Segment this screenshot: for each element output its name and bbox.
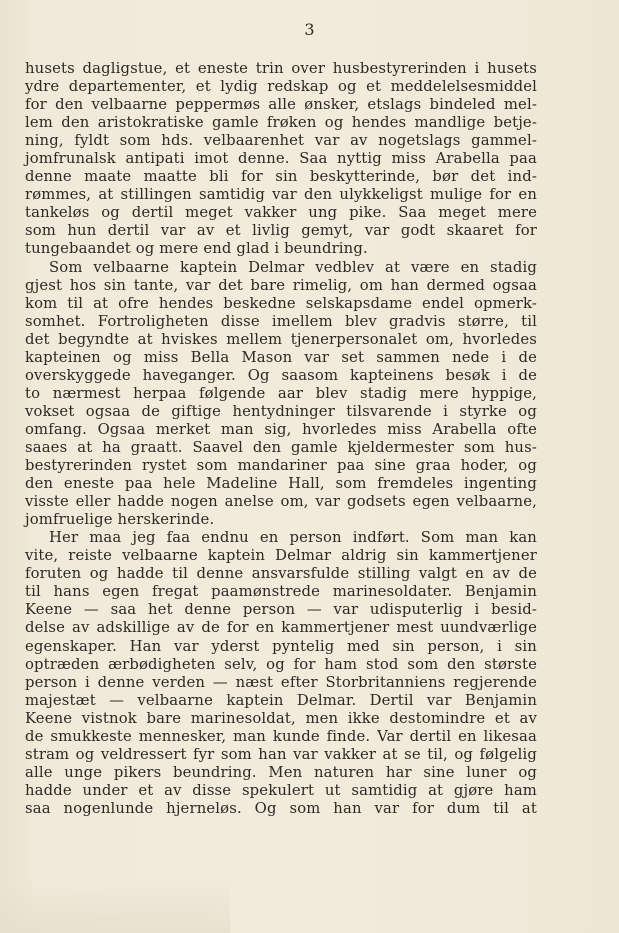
page-edge-shadow [0, 880, 230, 933]
text-line: Som velbaarne kaptein Delmar vedblev at være en stadig [49, 258, 537, 276]
page-number: 3 [304, 20, 315, 39]
text-line: Her maa jeg faa endnu en person indført. Som man kan [49, 529, 537, 547]
text-line: stram og veldressert fyr som han var vakker at se til, og følgelig [25, 745, 537, 763]
text-line: kom til at ofre hendes beskedne selskapsdame endel opmerk- [25, 294, 537, 312]
text-line: visste eller hadde nogen anelse om, var godsets egen velbaarne, [25, 493, 537, 511]
text-line: som hun dertil var av et livlig gemyt, var godt skaaret for [25, 222, 537, 240]
text-line: alle unge pikers beundring. Men naturen har sine luner og [25, 763, 537, 781]
text-line: det begyndte at hviskes mellem tjenerpersonalet om, hvorledes [25, 330, 537, 348]
text-line: vite, reiste velbaarne kaptein Delmar aldrig sin kammertjener [25, 547, 537, 565]
text-line: ning, fyldt som hds. velbaarenhet var av nogetslags gammel- [25, 132, 537, 150]
text-line: optræden ærbødigheten selv, og for ham stod som den største [25, 655, 537, 673]
text-line: kapteinen og miss Bella Mason var set sammen nede i de [25, 348, 537, 366]
text-line: majestæt — velbaarne kaptein Delmar. Dertil var Benjamin [25, 691, 537, 709]
text-line: saaes at ha graatt. Saavel den gamle kjeldermester som hus- [25, 438, 537, 456]
text-line: den eneste paa hele Madeline Hall, som fremdeles ingenting [25, 475, 537, 493]
text-line: hadde under et av disse spekulert ut samtidig at gjøre ham [25, 781, 537, 799]
text-line: bestyrerinden rystet som mandariner paa sine graa hoder, og [25, 457, 537, 475]
text-line: jomfruelige herskerinde. [25, 511, 215, 529]
text-line: person i denne verden — næst efter Storbritanniens regjerende [25, 673, 537, 691]
text-line: somhet. Fortroligheten disse imellem blev gradvis større, til [25, 312, 537, 330]
text-line: delse av adskillige av de for en kammertjener mest uundværlige [25, 619, 537, 637]
text-line: gjest hos sin tante, var det bare rimelig, om han dermed ogsaa [25, 276, 537, 294]
text-line: ydre departementer, et lydig redskap og et meddelelsesmiddel [25, 78, 537, 96]
text-line: foruten og hadde til denne ansvarsfulde stilling valgt en av de [25, 565, 537, 583]
text-line: Keene vistnok bare marinesoldat, men ikke destomindre et av [25, 709, 537, 727]
text-line: egenskaper. Han var yderst pyntelig med sin person, i sin [25, 637, 537, 655]
text-line: tankeløs og dertil meget vakker ung pike. Saa meget mere [25, 204, 537, 222]
text-line: omfang. Ogsaa merket man sig, hvorledes miss Arabella ofte [25, 420, 537, 438]
text-line: lem den aristokratiske gamle frøken og hendes mandlige betje- [25, 114, 537, 132]
text-line: denne maate maatte bli for sin beskytterinde, bør det ind- [25, 168, 537, 186]
text-line: to nærmest herpaa følgende aar blev stadig mere hyppige, [25, 384, 537, 402]
text-line: saa nogenlunde hjerneløs. Og som han var for dum til at [25, 799, 537, 817]
text-line: husets dagligstue, et eneste trin over husbestyrerinden i husets [25, 60, 537, 77]
body-text [25, 60, 537, 818]
text-line: overskyggede haveganger. Og saasom kapteinens besøk i de [25, 366, 537, 384]
text-line: tungebaandet og mere end glad i beundring. [25, 240, 368, 258]
text-line: de smukkeste mennesker, man kunde finde. Var dertil en likesaa [25, 727, 537, 745]
text-line: rømmes, at stillingen samtidig var den ulykkeligst mulige for en [25, 186, 537, 204]
text-line: vokset ogsaa de giftige hentydninger tilsvarende i styrke og [25, 402, 537, 420]
text-line: Keene — saa het denne person — var udisputerlig i besid- [25, 601, 537, 619]
text-line: jomfrunalsk antipati imot denne. Saa nyttig miss Arabella paa [25, 150, 537, 168]
text-line: til hans egen fregat paamønstrede marinesoldater. Benjamin [25, 583, 537, 601]
text-line: for den velbaarne peppermøs alle ønsker, etslags bindeled mel- [25, 96, 537, 114]
